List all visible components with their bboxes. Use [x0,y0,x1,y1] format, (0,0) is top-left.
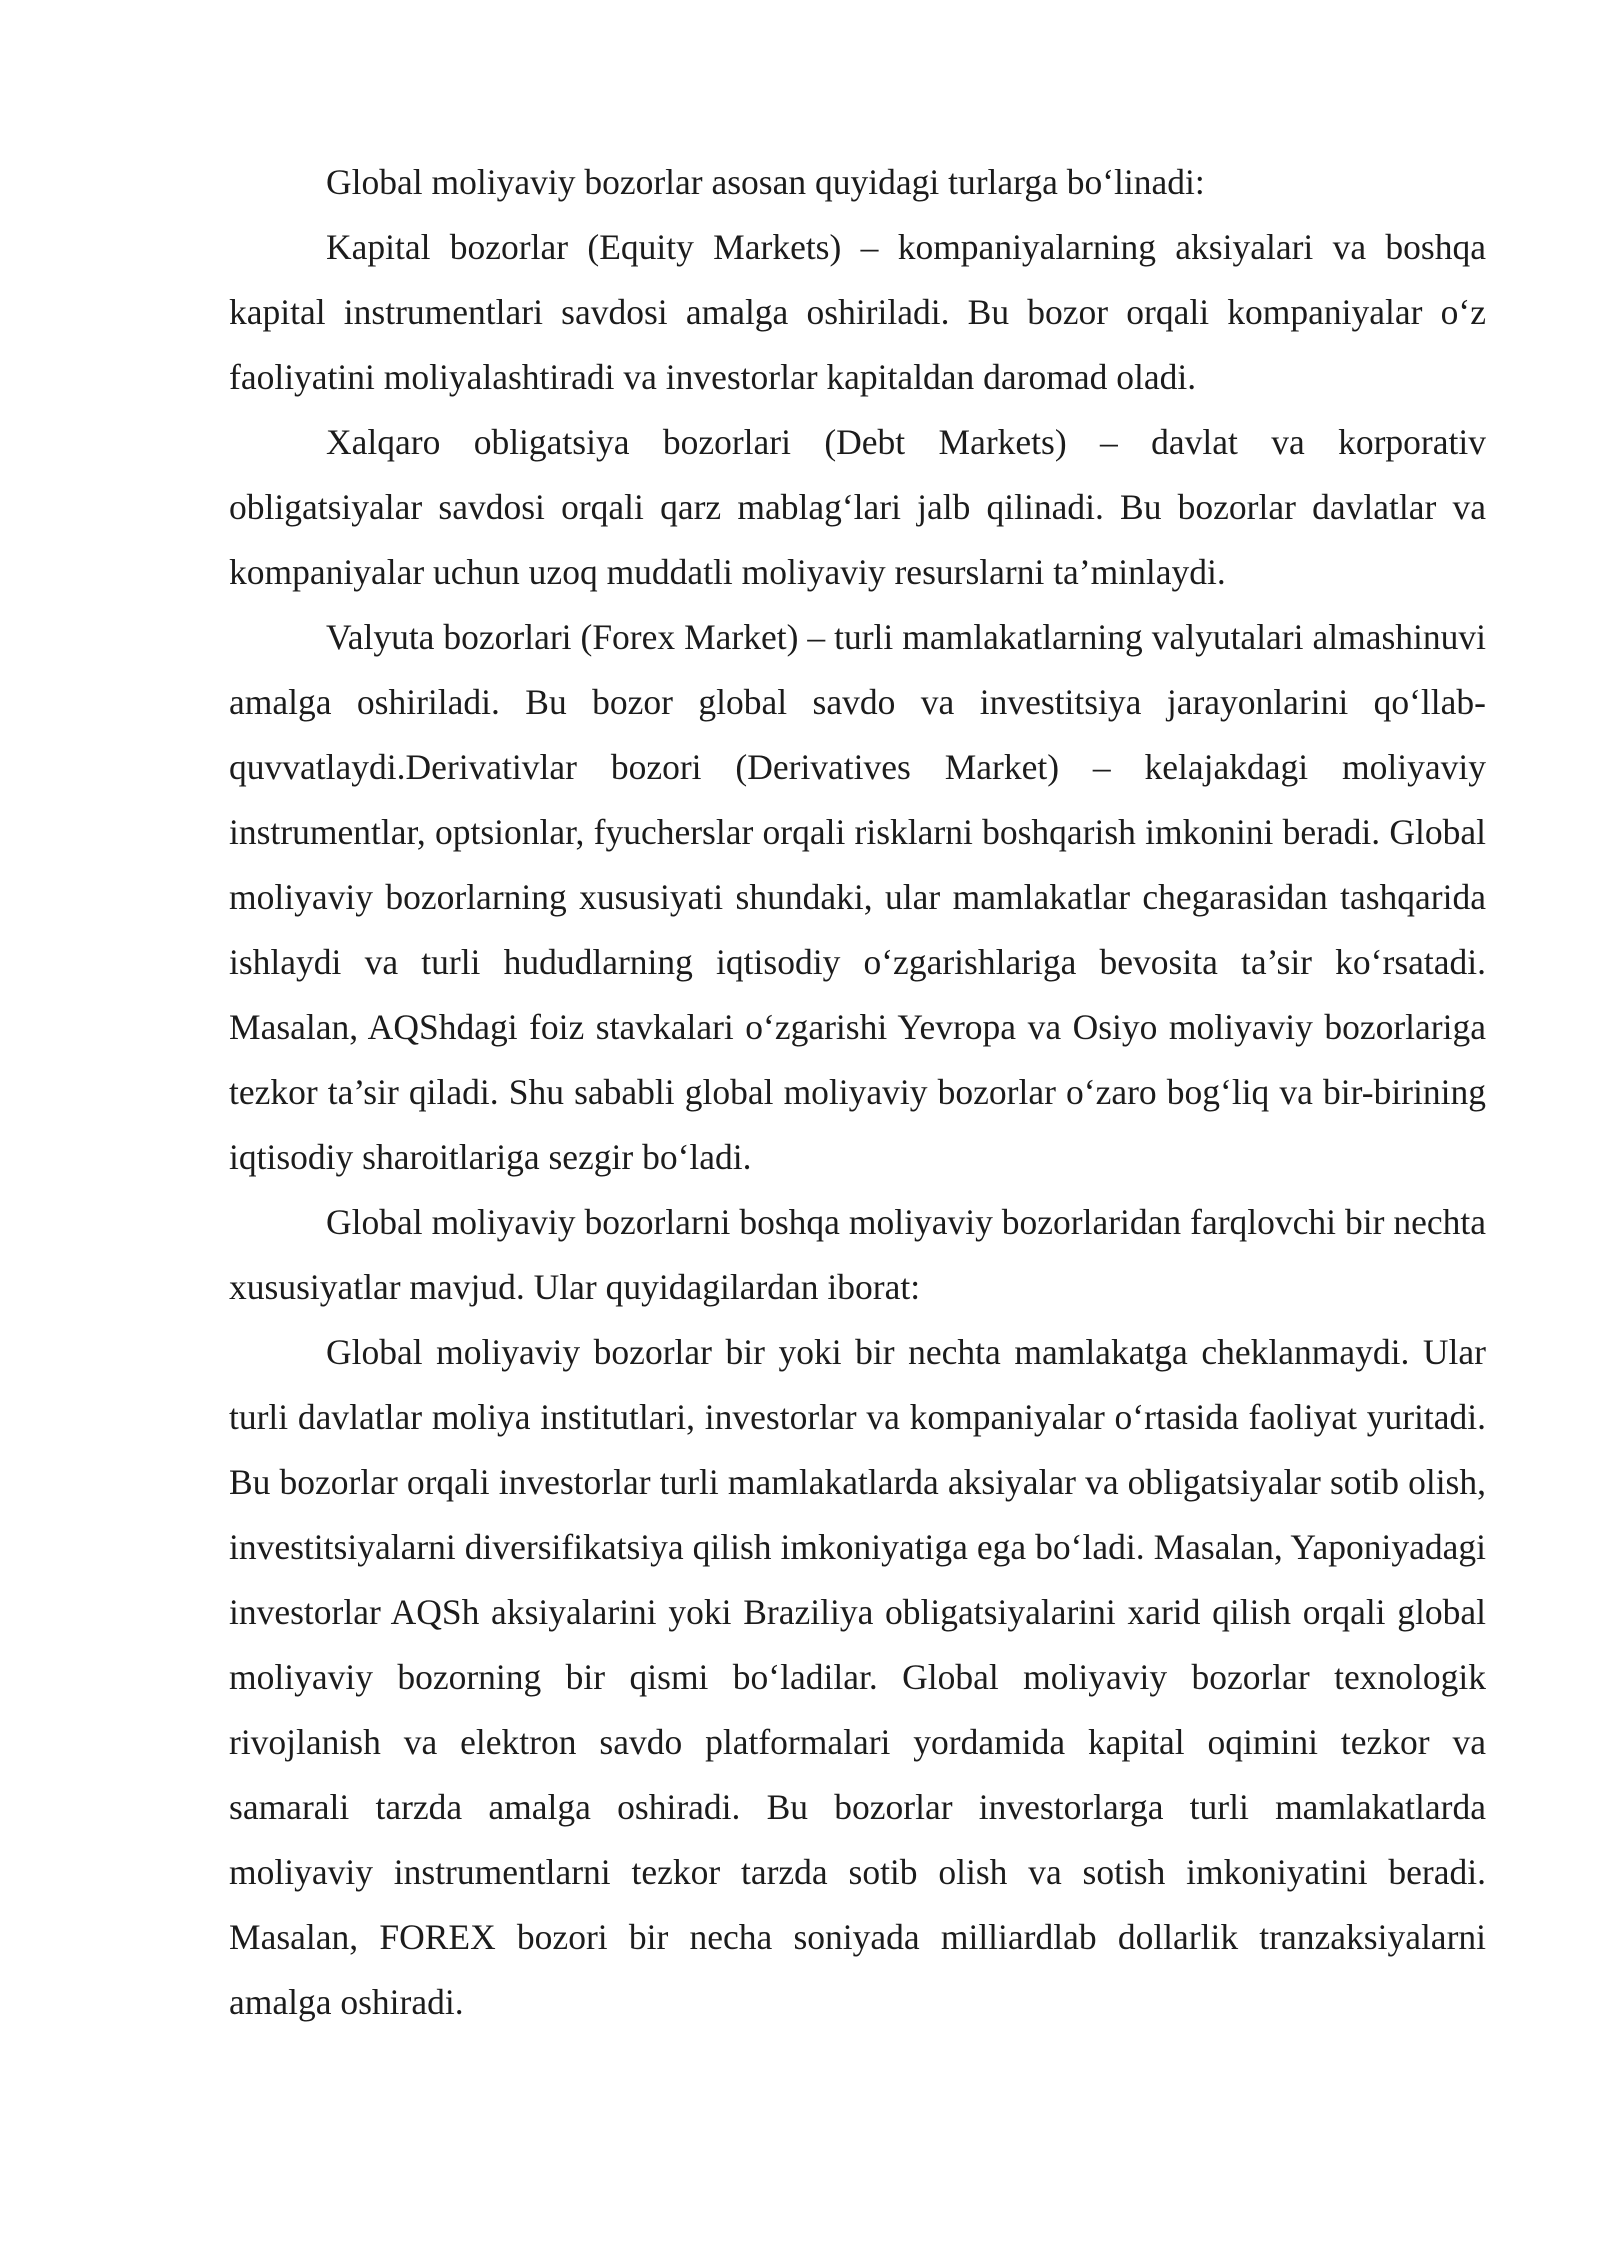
paragraph-debt-markets: Xalqaro obligatsiya bozorlari (Debt Markets) – davlat va korporativ obligatsiyalar savdosi orqali qarz mablag‘lari jalb qilinadi. Bu bozorlar davlatlar va kompaniyalar uchun uzoq muddatli moliyaviy resurslarni ta’minlaydi. [229,422,1486,592]
paragraph-forex-derivatives: Valyuta bozorlari (Forex Market) – turli mamlakatlarning valyutalari almashinuvi amalga oshiriladi. Bu bozor global savdo va investitsiya jarayonlarini qo‘llab-quvvatlaydi.Derivativlar bozori (Derivatives Market) – kelajakdagi moliyaviy instrumentlar, optsionlar, fyucherslar orqali risklarni boshqarish imkonini beradi. Global moliyaviy bozorlarning xususiyati shundaki, ular mamlakatlar chegarasidan tashqarida ishlaydi va turli hududlarning iqtisodiy o‘zgarishlariga bevosita ta’sir ko‘rsatadi. Masalan, AQShdagi foiz stavkalari o‘zgarishi Yevropa va Osiyo moliyaviy bozorlariga tezkor ta’sir qiladi. Shu sababli global moliyaviy bozorlar o‘zaro bog‘liq va bir-birining iqtisodiy sharoitlariga sezgir bo‘ladi. [229,617,1486,1177]
paragraph-features-intro: Global moliyaviy bozorlarni boshqa moliyaviy bozorlaridan farqlovchi bir nechta xususiyatlar mavjud. Ular quyidagilardan iborat: [229,1202,1486,1307]
paragraph-equity-markets: Kapital bozorlar (Equity Markets) – kompaniyalarning aksiyalari va boshqa kapital instrumentlari savdosi amalga oshiriladi. Bu bozor orqali kompaniyalar o‘z faoliyatini moliyalashtiradi va investorlar kapitaldan daromad oladi. [229,227,1486,397]
document-body [229,150,1486,2035]
paragraph-global-features: Global moliyaviy bozorlar bir yoki bir nechta mamlakatga cheklanmaydi. Ular turli davlatlar moliya institutlari, investorlar va kompaniyalar o‘rtasida faoliyat yuritadi. Bu bozorlar orqali investorlar turli mamlakatlarda aksiyalar va obligatsiyalar sotib olish, investitsiyalarni diversifikatsiya qilish imkoniyatiga ega bo‘ladi. Masalan, Yaponiyadagi investorlar AQSh aksiyalarini yoki Braziliya obligatsiyalarini xarid qilish orqali global moliyaviy bozorning bir qismi bo‘ladilar. Global moliyaviy bozorlar texnologik rivojlanish va elektron savdo platformalari yordamida kapital oqimini tezkor va samarali tarzda amalga oshiradi. Bu bozorlar investorlarga turli mamlakatlarda moliyaviy instrumentlarni tezkor tarzda sotib olish va sotish imkoniyatini beradi. Masalan, FOREX bozori bir necha soniyada milliardlab dollarlik tranzaksiyalarni amalga oshiradi. [229,1332,1486,2022]
paragraph-market-types-intro: Global moliyaviy bozorlar asosan quyidagi turlarga bo‘linadi: [326,162,1205,202]
